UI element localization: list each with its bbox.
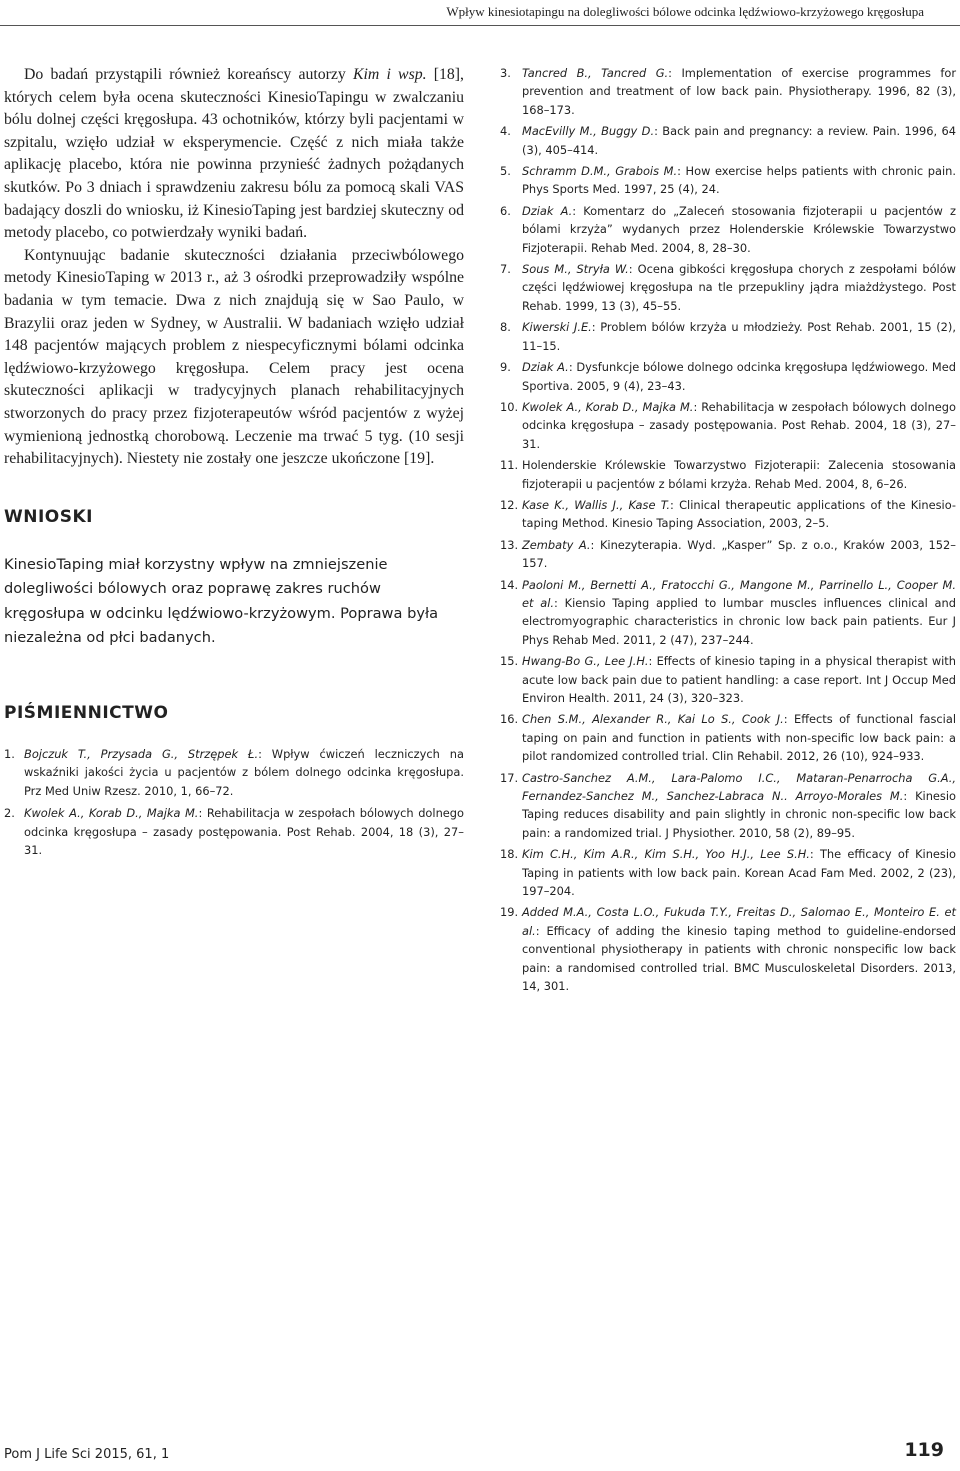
conclusions-heading: WNIOSKI bbox=[4, 506, 93, 527]
reference-number: 12. bbox=[500, 497, 519, 512]
references-list-left bbox=[4, 745, 464, 859]
reference-number: 19. bbox=[500, 905, 519, 920]
reference-details: : Rehabilitacja w zespołach bólowych dolnego odcinka kręgosłupa – zasady postępowania. Post Rehab. 2004, 18 (3), 27–31. bbox=[522, 399, 956, 451]
reference-authors: Tancred B., Tancred G. bbox=[522, 66, 669, 80]
reference-details: : The efficacy of Kinesio Taping in patients with low back pain. Korean Acad Fam Med. 2002, 2 (23), 197–204. bbox=[522, 847, 956, 899]
body-paragraph-1-text-a: Do badań przystąpili również koreańscy autorzy bbox=[24, 66, 353, 83]
reference-item bbox=[500, 456, 956, 493]
reference-authors: Chen S.M., Alexander R., Kai Lo S., Cook J. bbox=[522, 712, 784, 727]
reference-details: Holenderskie Królewskie Towarzystwo Fizjoterapii: Zalecenia stosowania fizjoterapii u pacjentów z bólami krzyża. Rehab Med. 2004, 8, 6–26. bbox=[522, 458, 956, 491]
reference-authors: Kwolek A., Korab D., Majka M. bbox=[522, 399, 694, 414]
reference-item bbox=[4, 745, 464, 800]
body-paragraph-2: Kontynuując badanie skuteczności działania przeciwbólowego metody KinesioTaping w 2013 r., aż 3 ośrodki przeprowadziły wspólne badania w tym temacie. Dwa z nich znajdują się w Sao Paulo, w Brazylii oraz jeden w Sydney, w Australii. W badaniach wzięło udział 148 pacjentów mających problem z niespecyficznymi bólami odcinka lędźwiowo-krzyżowego kręgosłupa. Celem pracy jest ocena skuteczności aplikacji w tradycyjnych planach rehabilitacyjnych stworzonych do pracy przez fizjoterapeutów wśród pacjentów z wyżej wymienioną jednostką chorobową. Leczenie ma trwać 5 tyg. (10 sesji rehabilitacyjnych). Niestety nie zostały one jeszcze ukończone [19]. bbox=[4, 246, 464, 468]
reference-number: 11. bbox=[500, 458, 519, 473]
reference-item bbox=[500, 398, 956, 453]
reference-number: 18. bbox=[500, 847, 519, 862]
reference-number: 9. bbox=[500, 360, 511, 375]
references-list-right bbox=[500, 64, 956, 996]
body-paragraph-1-text-b: [18], których celem była ocena skuteczności KinesioTapingu w zwalczaniu bólu dolnej części kręgosłupa. 43 ochotników, którzy byli pacjentami w szpitalu, wzięło udział w eksperymencie. Część z nich miała także aplikację placebo, która nie powinna przynieść żadnych pożądanych skutków. Po 3 dniach i sprawdzeniu zakresu bólu za pomocą skali VAS badający doszli do wniosku, iż KinesioTaping jest bardziej skuteczny od metody placebo, co potwierdzały wyniki badań. bbox=[4, 66, 465, 242]
running-head-rule bbox=[0, 25, 960, 26]
reference-authors: Castro-Sanchez A.M., Lara-Palomo I.C., Mataran-Penarrocha G.A., Fernandez-Sanchez M., Sanchez-Labraca N.. Arroyo-Morales M. bbox=[522, 770, 956, 804]
reference-authors: Kwolek A., Korab D., Majka M. bbox=[24, 806, 199, 821]
reference-number: 4. bbox=[500, 124, 511, 139]
reference-number: 2. bbox=[4, 806, 15, 821]
reference-item bbox=[500, 162, 956, 199]
reference-item bbox=[500, 122, 956, 159]
reference-number: 3. bbox=[500, 66, 511, 80]
reference-details: : Implementation of exercise programmes for prevention and treatment of low back pain. Physiotherapy. 1996, 82 (3), 168–173. bbox=[522, 66, 957, 117]
reference-details: : Kinezyterapia. Wyd. „Kasper” Sp. z o.o., Kraków 2003, 152–157. bbox=[522, 537, 956, 571]
reference-item bbox=[500, 496, 956, 533]
body-paragraph-1-citation: Kim i wsp. bbox=[352, 66, 427, 83]
reference-item bbox=[500, 318, 956, 355]
reference-item bbox=[500, 64, 956, 119]
reference-details: : Back pain and pregnancy: a review. Pain. 1996, 64 (3), 405–414. bbox=[522, 124, 956, 157]
reference-number: 1. bbox=[4, 747, 15, 762]
reference-authors: Schramm D.M., Grabois M. bbox=[522, 164, 678, 179]
left-column bbox=[4, 64, 464, 864]
reference-number: 10. bbox=[500, 399, 519, 414]
reference-item bbox=[500, 710, 956, 765]
reference-item bbox=[500, 576, 956, 650]
reference-item bbox=[500, 536, 956, 573]
reference-authors: Kiwerski J.E. bbox=[522, 320, 592, 335]
reference-item bbox=[500, 652, 956, 707]
reference-number: 7. bbox=[500, 262, 511, 277]
reference-item bbox=[500, 769, 956, 843]
reference-details: : Efficacy of adding the kinesio taping method to guideline-endorsed conventional physiotherapy in patients with chronic nonspecific low back pain: a randomised controlled trial. BMC Musculoskeletal Disorders. 2013, 14, 301. bbox=[522, 923, 956, 994]
reference-authors: Kim C.H., Kim A.R., Kim S.H., Yoo H.J., Lee S.H. bbox=[522, 847, 810, 862]
reference-details: : Kiensio Taping applied to lumbar muscles influences clinical and electromyographic characteristics in chronic low back pain patients. Eur J Phys Rehab Med. 2011, 2 (47), 237–244. bbox=[522, 595, 956, 647]
reference-details: : Dysfunkcje bólowe dolnego odcinka kręgosłupa lędźwiowego. Med Sportiva. 2005, 9 (4), 23–43. bbox=[522, 360, 956, 393]
reference-details: : Problem bólów krzyża u młodzieży. Post Rehab. 2001, 15 (2), 11–15. bbox=[522, 320, 956, 353]
reference-details: : Clinical therapeutic applications of the Kinesio-taping Method. Kinesio Taping Association, 2003, 2–5. bbox=[522, 497, 956, 531]
reference-number: 13. bbox=[500, 537, 519, 552]
reference-authors: Kase K., Wallis J., Kase T. bbox=[522, 497, 670, 512]
reference-details: : Ocena gibkości kręgosłupa chorych z zespołami bólów części lędźwiowej kręgosłupa na tle przepukliny jądra miażdżystego. Post Rehab. 1999, 13 (3), 45–55. bbox=[522, 262, 956, 313]
reference-authors: Sous M., Stryła W. bbox=[522, 262, 629, 277]
journal-citation: Pom J Life Sci 2015, 61, 1 bbox=[4, 1447, 170, 1462]
reference-authors: MacEvilly M., Buggy D. bbox=[522, 124, 655, 139]
page-footer bbox=[4, 1435, 944, 1471]
right-column bbox=[500, 64, 956, 999]
reference-details: : Rehabilitacja w zespołach bólowych dolnego odcinka kręgosłupa – zasady postępowania. Post Rehab. 2004, 18 (3), 27–31. bbox=[24, 806, 464, 858]
reference-authors: Added M.A., Costa L.O., Fukuda T.Y., Freitas D., Salomao E., Monteiro E. et al. bbox=[522, 905, 956, 938]
reference-details: : Komentarz do „Zaleceń stosowania fizjoterapii u pacjentów z bólami krzyża” wydanych przez Holenderskie Królewskie Towarzystwo Fizjoterapii. Rehab Med. 2004, 8, 28–30. bbox=[522, 203, 956, 255]
reference-item bbox=[500, 903, 956, 995]
reference-authors: Bojczuk T., Przysada G., Strzępek Ł. bbox=[24, 747, 259, 762]
reference-authors: Hwang-Bo G., Lee J.H. bbox=[522, 654, 649, 669]
running-head-title: Wpływ kinesiotapingu na dolegliwości bólowe odcinka lędźwiowo-krzyżowego kręgosłupa bbox=[446, 4, 924, 19]
references-heading: PIŚMIENNICTWO bbox=[4, 703, 169, 724]
body-paragraph-1 bbox=[4, 64, 464, 245]
reference-item bbox=[500, 260, 956, 315]
reference-details: : Effects of functional fascial taping on pain and function in patients with non-specific low back pain: a pilot randomized controlled trial. Clin Rehabil. 2012, 26 (10), 924–933. bbox=[522, 712, 956, 764]
page-number: 119 bbox=[904, 1439, 944, 1461]
reference-authors: Dziak A. bbox=[522, 360, 569, 375]
reference-authors: Dziak A. bbox=[522, 203, 573, 218]
reference-item bbox=[500, 845, 956, 900]
reference-number: 14. bbox=[500, 577, 519, 592]
reference-number: 15. bbox=[500, 654, 519, 669]
reference-item bbox=[4, 804, 464, 859]
reference-authors: Zembaty A. bbox=[522, 537, 591, 552]
reference-number: 5. bbox=[500, 164, 511, 179]
reference-item bbox=[500, 202, 956, 257]
reference-item bbox=[500, 358, 956, 395]
reference-details: : How exercise helps patients with chronic pain. Phys Sports Med. 1997, 25 (4), 24. bbox=[522, 164, 956, 197]
conclusions-text: KinesioTaping miał korzystny wpływ na zmniejszenie dolegliwości bólowych oraz poprawę zakres ruchów kręgosłupa w odcinku lędźwiowo-krzyżowym. Poprawa była niezależna od płci badanych. bbox=[4, 555, 439, 647]
running-head bbox=[0, 0, 960, 30]
reference-details: : Wpływ ćwiczeń leczniczych na wskaźniki jakości życia u pacjentów z bólem dolnego odcinka kręgosłupa. Prz Med Uniw Rzesz. 2010, 1, 66–72. bbox=[24, 747, 464, 798]
reference-number: 16. bbox=[500, 712, 519, 727]
reference-details: : Effects of kinesio taping in a physical therapist with acute low back pain due to patient handling: a case report. Int J Occup Med Environ Health. 2011, 24 (3), 320–323. bbox=[522, 654, 956, 705]
reference-number: 6. bbox=[500, 203, 511, 218]
reference-authors: Paoloni M., Bernetti A., Fratocchi G., Mangone M., Parrinello L., Cooper M. et al. bbox=[522, 577, 956, 610]
reference-number: 8. bbox=[500, 320, 511, 335]
reference-number: 17. bbox=[500, 770, 519, 785]
reference-details: : Kinesio Taping reduces disability and pain slightly in chronic non-specific low back pain: a randomized trial. J Physiother. 2010, 58 (2), 89–95. bbox=[522, 789, 957, 840]
